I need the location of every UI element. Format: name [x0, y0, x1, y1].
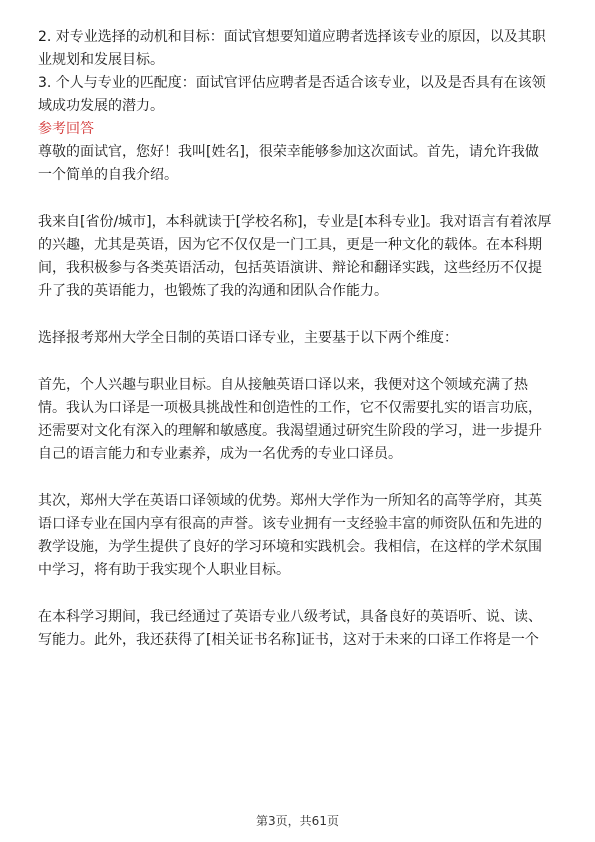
paragraph-gap — [38, 303, 558, 327]
paragraph-gap — [38, 350, 558, 374]
paragraph-1-line-1: 尊敬的面试官，您好！我叫[姓名]，很荣幸能够参加这次面试。首先，请允许我做 — [38, 144, 539, 160]
paragraph-6-line-1: 在本科学习期间，我已经通过了英语专业八级考试，具备良好的英语听、说、读、 — [38, 609, 542, 625]
paragraph-gap — [38, 466, 558, 490]
reference-answer-heading: 参考回答 — [38, 121, 94, 137]
paragraph-4-line-2: 情。我认为口译是一项极具挑战性和创造性的工作，它不仅需要扎实的语言功底， — [38, 400, 542, 416]
paragraph-2-line-2: 的兴趣，尤其是英语，因为它不仅仅是一门工具，更是一种文化的载体。在本科期 — [38, 237, 542, 253]
paragraph-gap — [38, 582, 558, 606]
list-item-2-line-1: 2. 对专业选择的动机和目标：面试官想要知道应聘者选择该专业的原因，以及其职 — [38, 29, 546, 45]
page-number-footer: 第3页，共61页 — [256, 814, 339, 828]
paragraph-6-line-2: 写能力。此外，我还获得了[相关证书名称]证书，这对于未来的口译工作将是一个 — [38, 632, 539, 648]
paragraph-gap — [38, 187, 558, 211]
paragraph-5-line-4: 中学习，将有助于我实现个人职业目标。 — [38, 562, 290, 578]
paragraph-4-line-3: 还需要对文化有深入的理解和敏感度。我渴望通过研究生阶段的学习，进一步提升 — [38, 423, 542, 439]
paragraph-2-line-3: 间，我积极参与各类英语活动，包括英语演讲、辩论和翻译实践，这些经历不仅提 — [38, 260, 542, 276]
list-item-2-line-2: 业规划和发展目标。 — [38, 52, 164, 68]
paragraph-5-line-3: 教学设施，为学生提供了良好的学习环境和实践机会。我相信，在这样的学术氛围 — [38, 539, 542, 555]
paragraph-5-line-1: 其次，郑州大学在英语口译领域的优势。郑州大学作为一所知名的高等学府，其英 — [38, 493, 542, 509]
paragraph-2-line-1: 我来自[省份/城市]，本科就读于[学校名称]，专业是[本科专业]。我对语言有着浓厚 — [38, 214, 552, 230]
paragraph-4-line-1: 首先，个人兴趣与职业目标。自从接触英语口译以来，我便对这个领域充满了热 — [38, 377, 528, 393]
paragraph-2-line-4: 升了我的英语能力，也锻炼了我的沟通和团队合作能力。 — [38, 283, 388, 299]
list-item-3-line-2: 域成功发展的潜力。 — [38, 98, 164, 114]
paragraph-4-line-4: 自己的语言能力和专业素养，成为一名优秀的专业口译员。 — [38, 446, 402, 462]
list-item-3-line-1: 3. 个人与专业的匹配度：面试官评估应聘者是否适合该专业，以及是否具有在该领 — [38, 75, 546, 91]
paragraph-1-line-2: 一个简单的自我介绍。 — [38, 167, 178, 183]
paragraph-3-line-1: 选择报考郑州大学全日制的英语口译专业，主要基于以下两个维度： — [38, 330, 458, 346]
paragraph-5-line-2: 语口译专业在国内享有很高的声誉。该专业拥有一支经验丰富的师资队伍和先进的 — [38, 516, 542, 532]
document-body — [38, 26, 558, 652]
